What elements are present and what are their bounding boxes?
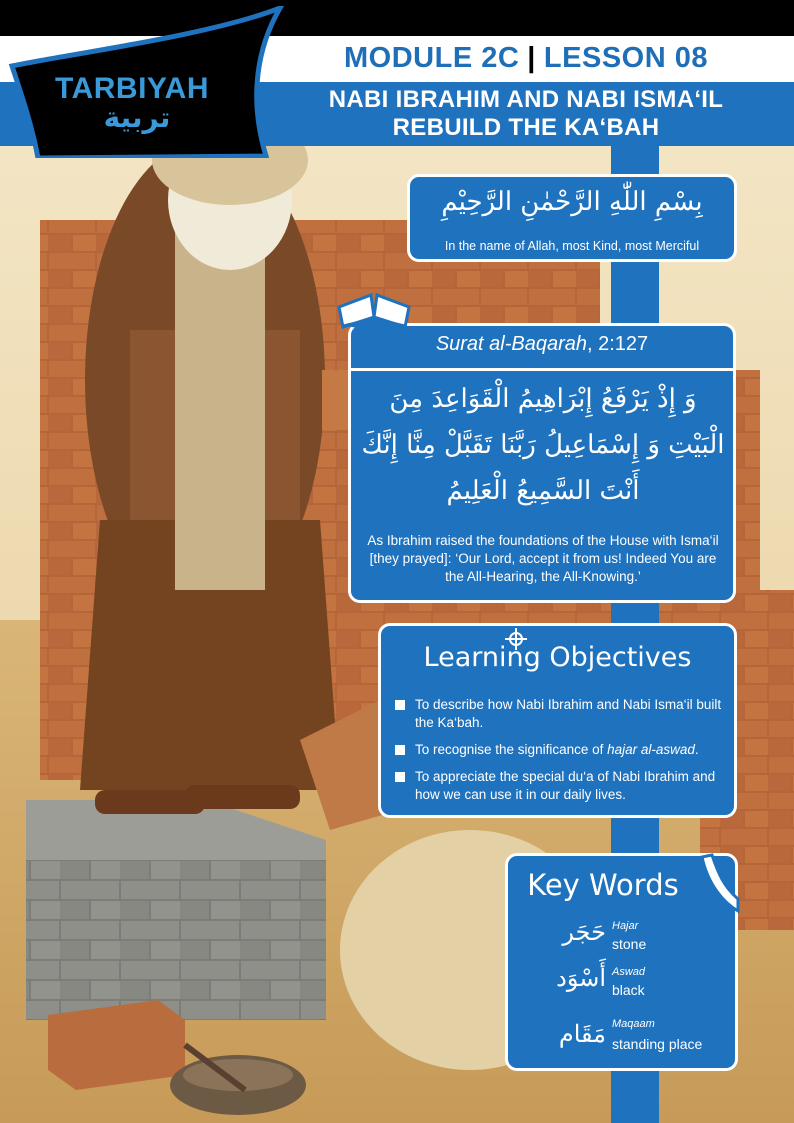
bismillah-arabic: بِسْمِ اللّٰهِ الرَّحْمٰنِ الرَّحِيْمِ: [441, 187, 703, 217]
learning-objectives-box: [378, 623, 737, 818]
keywords-title: Key Words: [527, 868, 679, 902]
bismillah-translation: In the name of Allah, most Kind, most Merciful: [444, 239, 700, 253]
open-book-icon: [335, 287, 413, 333]
keyword-meaning: stone: [612, 936, 647, 952]
objective-text: To recognise the significance of hajar al-aswad.: [415, 742, 699, 757]
module-label: MODULE 2C: [344, 42, 520, 74]
objective-item: [395, 741, 729, 759]
verse-divider: [351, 368, 733, 371]
keyword-meaning: standing place: [612, 1036, 703, 1052]
surah-name: Surat al-Baqarah: [435, 333, 588, 355]
lesson-label: LESSON 08: [543, 42, 708, 74]
checkbox-icon: [395, 745, 405, 755]
module-lesson-line: [296, 42, 756, 75]
objective-item: [395, 768, 729, 804]
lesson-title-line2: REBUILD THE KA‘BAH: [392, 114, 660, 141]
page-curl-icon: [684, 853, 740, 917]
bismillah-box: [407, 174, 737, 262]
target-icon: [505, 628, 527, 650]
objectives-title: Learning Objectives: [423, 642, 692, 673]
objective-text: To describe how Nabi Ibrahim and Nabi Isma‘il built the Ka‘bah.: [415, 697, 722, 730]
keyword-arabic: مَقَام: [558, 1020, 606, 1048]
objective-text: To appreciate the special du‘a of Nabi Ibrahim and how we can use it in our daily lives.: [415, 769, 716, 802]
objective-item: [395, 696, 729, 732]
checkbox-icon: [395, 772, 405, 782]
verse-arabic: وَ إِذْ يَرْفَعُ إِبْرَاهِيمُ الْقَوَاعِدَ مِنَ الْبَيْتِ وَ إِسْمَاعِيلُ رَبَّنَا تَقَبَّلْ مِنَّا إِنَّكَ أَنْتَ السَّمِيعُ الْعَلِيمُ: [361, 384, 725, 506]
logo-text: TARBIYAH: [54, 72, 209, 105]
lesson-title-line1: NABI IBRAHIM AND NABI ISMA‘IL: [328, 86, 724, 113]
keyword-arabic: حَجَر: [562, 918, 606, 946]
verse-number: , 2:127: [587, 333, 649, 355]
logo-arabic: تربية: [103, 101, 171, 134]
keyword-meaning: black: [612, 982, 645, 998]
quran-verse-box: [348, 323, 736, 603]
checkbox-icon: [395, 700, 405, 710]
module-separator: |: [527, 42, 536, 74]
keyword-transliteration: Aswad: [612, 966, 646, 978]
lesson-title: [276, 86, 776, 142]
keyword-transliteration: Hajar: [612, 920, 639, 932]
verse-reference: [351, 333, 733, 356]
keyword-transliteration: Maqaam: [612, 1018, 655, 1030]
objectives-list: [395, 696, 729, 813]
keyword-arabic: أَسْوَد: [556, 964, 606, 992]
objective-emphasis: hajar al-aswad: [607, 742, 695, 757]
verse-translation: As Ibrahim raised the foundations of the House with Isma‘il [they prayed]: ‘Our Lord, accept it from us! Indeed You are the All-Hearing, the All-Knowing.’: [367, 533, 719, 584]
